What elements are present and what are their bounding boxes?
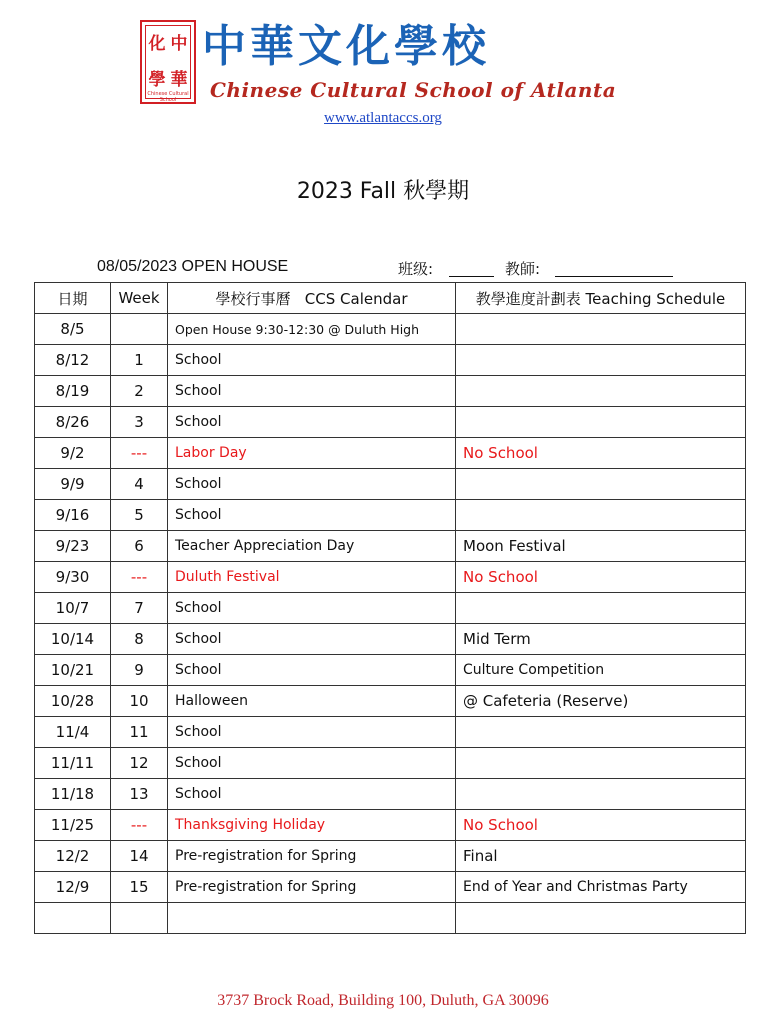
table-row (35, 841, 746, 872)
cell-week: 13 (111, 779, 168, 810)
cell-week: --- (111, 438, 168, 469)
cell-teaching (456, 779, 746, 810)
cell-event: School (168, 624, 456, 655)
cell-week: 8 (111, 624, 168, 655)
cell-event: Thanksgiving Holiday (168, 810, 456, 841)
cell-teaching (456, 469, 746, 500)
cell-teaching (456, 748, 746, 779)
cell-date: 11/18 (35, 779, 111, 810)
cell-week: 7 (111, 593, 168, 624)
table-header-row (35, 283, 746, 314)
seal-char: 化 (148, 33, 166, 54)
table-row (35, 624, 746, 655)
cell-week (111, 314, 168, 345)
header-teaching: 教學進度計劃表 Teaching Schedule (456, 283, 746, 314)
table-row (35, 376, 746, 407)
cell-teaching (456, 314, 746, 345)
cell-date: 9/9 (35, 469, 111, 500)
cell-teaching: No School (456, 562, 746, 593)
school-name-english: Chinese Cultural School of Atlanta (210, 78, 617, 102)
cell-week: 1 (111, 345, 168, 376)
cell-teaching (456, 903, 746, 934)
table-row (35, 810, 746, 841)
cell-event: Pre-registration for Spring (168, 841, 456, 872)
cell-event: School (168, 345, 456, 376)
cell-week: 3 (111, 407, 168, 438)
header-event: 學校行事曆 CCS Calendar (168, 283, 456, 314)
cell-event: Labor Day (168, 438, 456, 469)
table-row (35, 562, 746, 593)
table-row (35, 531, 746, 562)
website-link[interactable]: www.atlantaccs.org (324, 110, 442, 126)
table-row (35, 500, 746, 531)
class-blank-line (449, 276, 494, 277)
cell-teaching (456, 593, 746, 624)
cell-date: 9/2 (35, 438, 111, 469)
table-row (35, 903, 746, 934)
cell-date: 8/19 (35, 376, 111, 407)
info-line (0, 258, 766, 278)
school-name-chinese: 中華文化學校 (202, 21, 490, 72)
cell-event: School (168, 655, 456, 686)
cell-week: 2 (111, 376, 168, 407)
cell-week: --- (111, 810, 168, 841)
cell-event: School (168, 748, 456, 779)
cell-week: 9 (111, 655, 168, 686)
class-label: 班级: (398, 260, 434, 278)
seal-caption: Chinese Cultural School (147, 91, 189, 103)
cell-teaching: Culture Competition (456, 655, 746, 686)
cell-teaching: No School (456, 438, 746, 469)
cell-teaching: End of Year and Christmas Party (456, 872, 746, 903)
cell-week: 11 (111, 717, 168, 748)
cell-event (168, 903, 456, 934)
table-row (35, 469, 746, 500)
table-row (35, 717, 746, 748)
cell-event: School (168, 593, 456, 624)
cell-week: 15 (111, 872, 168, 903)
cell-week (111, 903, 168, 934)
cell-date: 8/12 (35, 345, 111, 376)
footer-address: 3737 Brock Road, Building 100, Duluth, GA 30096 (217, 992, 549, 1009)
cell-event: School (168, 500, 456, 531)
schedule-table (34, 282, 746, 934)
cell-teaching (456, 500, 746, 531)
table-row (35, 345, 746, 376)
table-row (35, 407, 746, 438)
cell-event: Duluth Festival (168, 562, 456, 593)
cell-date: 11/25 (35, 810, 111, 841)
cell-date: 8/26 (35, 407, 111, 438)
cell-week: 6 (111, 531, 168, 562)
cell-week: --- (111, 562, 168, 593)
cell-event: School (168, 717, 456, 748)
cell-teaching: Mid Term (456, 624, 746, 655)
cell-event: Open House 9:30-12:30 @ Duluth High (168, 314, 456, 345)
cell-date: 10/7 (35, 593, 111, 624)
seal-char: 中 (170, 33, 188, 54)
cell-teaching: Final (456, 841, 746, 872)
seal-char: 學 (148, 69, 166, 90)
header-week: Week (111, 283, 168, 314)
table-row (35, 438, 746, 469)
cell-week: 4 (111, 469, 168, 500)
cell-date: 9/30 (35, 562, 111, 593)
table-row (35, 655, 746, 686)
cell-event: School (168, 376, 456, 407)
page-title: 2023 Fall 秋學期 (296, 179, 470, 204)
table-row (35, 872, 746, 903)
teacher-label: 教師: (505, 260, 541, 278)
table-row (35, 314, 746, 345)
cell-date: 9/23 (35, 531, 111, 562)
cell-date: 10/28 (35, 686, 111, 717)
cell-teaching (456, 407, 746, 438)
school-seal-logo (140, 20, 196, 104)
cell-date: 11/4 (35, 717, 111, 748)
table-row (35, 779, 746, 810)
cell-week: 14 (111, 841, 168, 872)
cell-event: Pre-registration for Spring (168, 872, 456, 903)
cell-date: 11/11 (35, 748, 111, 779)
teacher-blank-line (555, 276, 673, 277)
cell-date: 8/5 (35, 314, 111, 345)
cell-week: 10 (111, 686, 168, 717)
open-house-label: 08/05/2023 OPEN HOUSE (97, 258, 289, 275)
table-row (35, 686, 746, 717)
cell-event: Halloween (168, 686, 456, 717)
cell-week: 5 (111, 500, 168, 531)
table-row (35, 593, 746, 624)
cell-date: 12/2 (35, 841, 111, 872)
cell-teaching (456, 717, 746, 748)
cell-teaching: @ Cafeteria (Reserve) (456, 686, 746, 717)
school-header (140, 18, 640, 108)
cell-event: School (168, 407, 456, 438)
cell-teaching: No School (456, 810, 746, 841)
cell-week: 12 (111, 748, 168, 779)
cell-teaching (456, 345, 746, 376)
cell-date (35, 903, 111, 934)
cell-event: Teacher Appreciation Day (168, 531, 456, 562)
cell-teaching (456, 376, 746, 407)
table-row (35, 748, 746, 779)
seal-char: 華 (170, 69, 188, 90)
cell-date: 10/21 (35, 655, 111, 686)
cell-teaching: Moon Festival (456, 531, 746, 562)
cell-date: 12/9 (35, 872, 111, 903)
cell-event: School (168, 469, 456, 500)
cell-event: School (168, 779, 456, 810)
header-date: 日期 (35, 283, 111, 314)
cell-date: 10/14 (35, 624, 111, 655)
cell-date: 9/16 (35, 500, 111, 531)
